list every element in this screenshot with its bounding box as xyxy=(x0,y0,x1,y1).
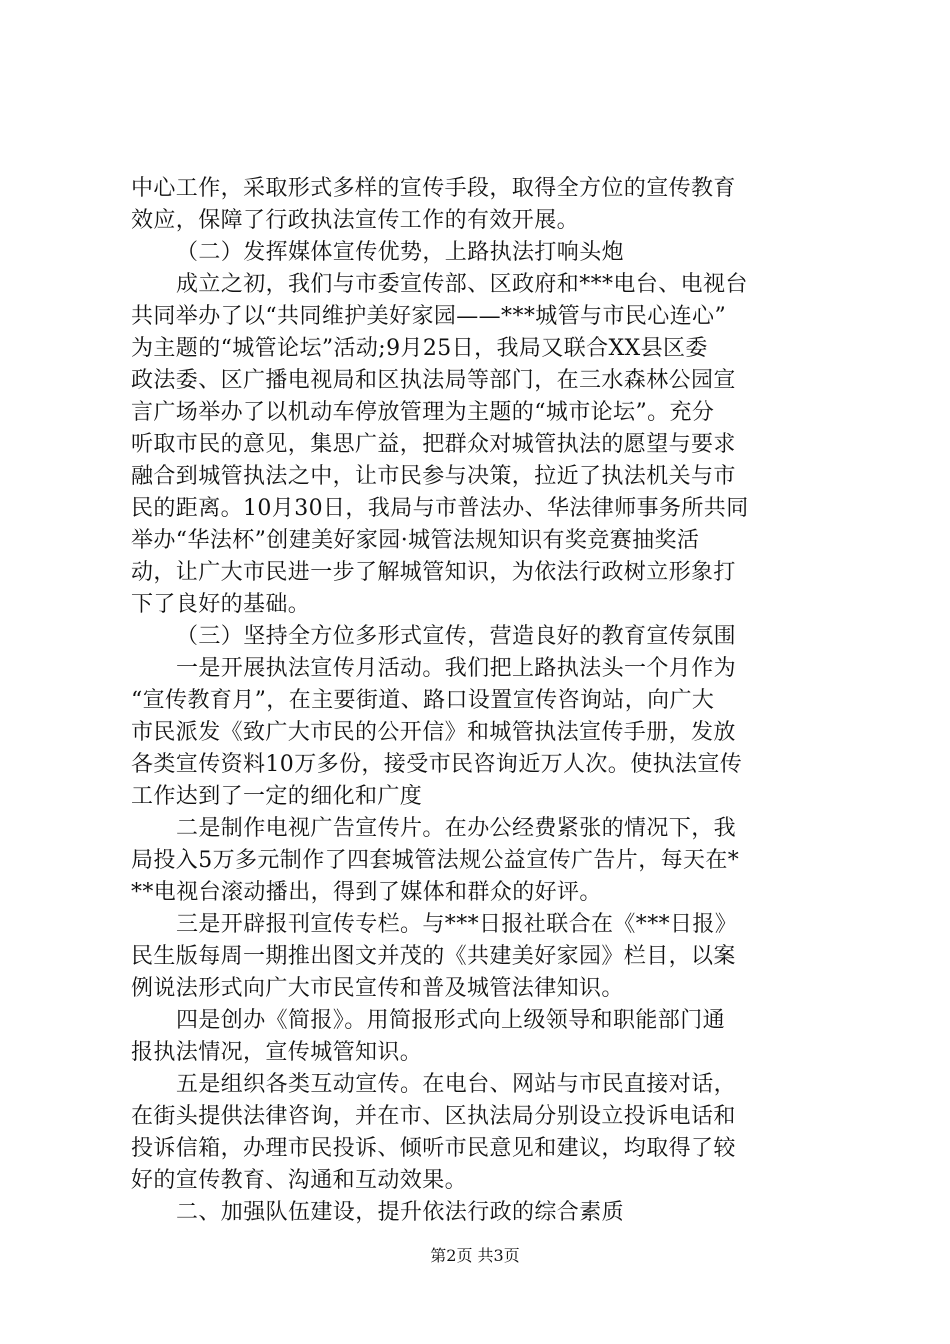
text-line: 动，让广大市民进一步了解城管知识，为依法行政树立形象打 xyxy=(131,560,736,585)
text-line: 五是组织各类互动宣传。在电台、网站与市民直接对话， xyxy=(176,1072,737,1097)
text-line: **电视台滚动播出，得到了媒体和群众的好评。 xyxy=(131,880,602,905)
text-line: 市民派发《致广大市民的公开信》和城管执法宣传手册，发放 xyxy=(131,720,736,745)
text-line: 三是开辟报刊宣传专栏。与***日报社联合在《***日报》 xyxy=(176,912,738,937)
text-line: 融合到城管执法之中，让市民参与决策，拉近了执法机关与市 xyxy=(131,464,736,489)
text-line: 听取市民的意见，集思广益，把群众对城管执法的愿望与要求 xyxy=(131,432,736,457)
text-line: 例说法形式向广大市民宣传和普及城管法律知识。 xyxy=(131,976,624,1001)
text-line: 四是创办《简报》。用简报形式向上级领导和职能部门通 xyxy=(176,1008,726,1033)
text-line: 民生版每周一期推出图文并茂的《共建美好家园》栏目，以案 xyxy=(131,944,736,969)
text-line: （三）坚持全方位多形式宣传，营造良好的教育宣传氛围 xyxy=(176,624,737,649)
text-line: 投诉信箱，办理市民投诉、倾听市民意见和建议，均取得了较 xyxy=(131,1136,736,1161)
text-line: 在街头提供法律咨询，并在市、区执法局分别设立投诉电话和 xyxy=(131,1104,736,1129)
text-line: “宣传教育月”，在主要街道、路口设置宣传咨询站，向广大 xyxy=(131,688,715,713)
text-line: 工作达到了一定的细化和广度 xyxy=(131,784,423,809)
text-line: 中心工作，采取形式多样的宣传手段，取得全方位的宣传教育 xyxy=(131,176,736,201)
text-line: 效应，保障了行政执法宣传工作的有效开展。 xyxy=(131,208,580,233)
text-line: 报执法情况，宣传城管知识。 xyxy=(131,1040,423,1065)
text-line: 成立之初，我们与市委宣传部、区政府和***电台、电视台 xyxy=(176,272,748,297)
document-body xyxy=(131,173,811,1229)
text-line: 二、加强队伍建设，提升依法行政的综合素质 xyxy=(176,1200,625,1225)
text-line: 举办“华法杯”创建美好家园·城管法规知识有奖竞赛抽奖活 xyxy=(131,528,700,553)
text-line: 政法委、区广播电视局和区执法局等部门，在三水森林公园宣 xyxy=(131,368,736,393)
text-line: 一是开展执法宣传月活动。我们把上路执法头一个月作为 xyxy=(176,656,737,681)
text-line: （二）发挥媒体宣传优势，上路执法打响头炮 xyxy=(176,240,625,265)
text-line: 局投入5万多元制作了四套城管法规公益宣传广告片，每天在* xyxy=(131,848,740,873)
text-line: 共同举办了以“共同维护美好家园——***城管与市民心连心” xyxy=(131,304,727,329)
text-line: 言广场举办了以机动车停放管理为主题的“城市论坛”。充分 xyxy=(131,400,715,425)
text-line: 好的宣传教育、沟通和互动效果。 xyxy=(131,1168,468,1193)
text-line: 下了良好的基础。 xyxy=(131,592,311,617)
text-line: 二是制作电视广告宣传片。在办公经费紧张的情况下，我 xyxy=(176,816,737,841)
text-line: 民的距离。10月30日，我局与市普法办、华法律师事务所共同 xyxy=(131,496,749,521)
text-line: 为主题的“城管论坛”活动;9月25日，我局又联合XX县区委 xyxy=(131,336,708,361)
text-line: 各类宣传资料10万多份，接受市民咨询近万人次。使执法宣传 xyxy=(131,752,743,777)
page-footer: 第2页 共3页 xyxy=(430,1246,520,1265)
